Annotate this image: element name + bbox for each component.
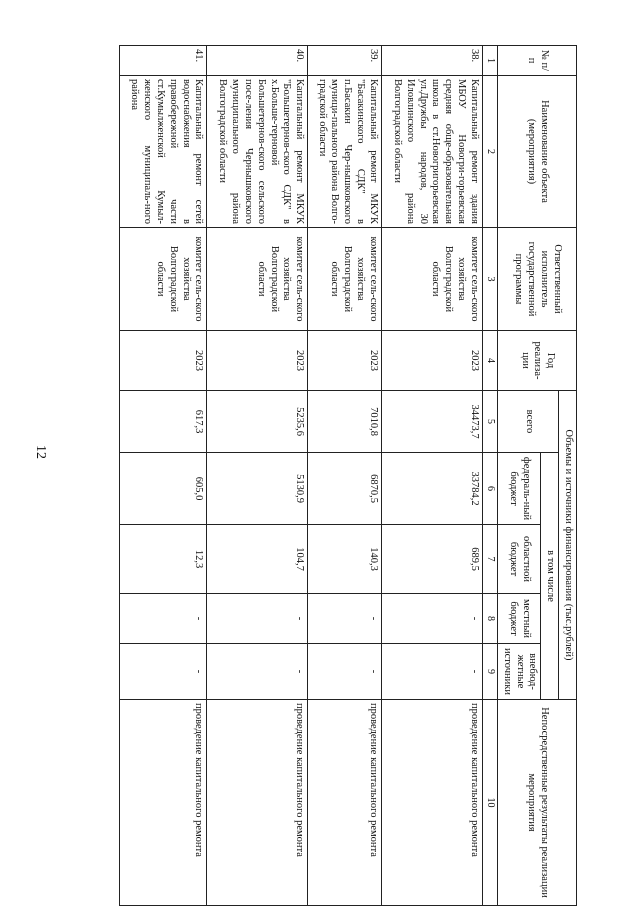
header-name: Наименование объекта (мероприятия) <box>498 76 577 228</box>
local-amount: - <box>381 594 482 644</box>
header-funding: Объемы и источники финансирования (тыс.рублей) <box>559 391 577 700</box>
table-row <box>381 46 482 906</box>
federal-amount: 6870,5 <box>308 453 382 525</box>
row-number: 40. <box>207 46 308 76</box>
header-federal: федераль-ный бюджет <box>498 453 541 525</box>
header-total: всего <box>498 391 559 453</box>
page-number: 12 <box>33 445 48 459</box>
column-index: 6 <box>482 453 497 525</box>
result: проведение капитального ремонта <box>207 700 308 906</box>
column-index: 7 <box>482 525 497 594</box>
row-number: 38. <box>381 46 482 76</box>
result: проведение капитального ремонта <box>120 700 207 906</box>
total-amount: 617,3 <box>120 391 207 453</box>
extrabudget-amount: - <box>308 644 382 700</box>
responsible: комитет сель-ского хозяйства Волгоградской области <box>120 228 207 331</box>
object-name: Капитальный ремонт здания МБОУ Новогри-горьевская средняя обще-образовательная школа в ст.Новогригорьевская ул.Дружбы народов, 30 Иловлинского района Волгоградской области <box>381 76 482 228</box>
responsible: комитет сель-ского хозяйства Волгоградской области <box>381 228 482 331</box>
total-amount: 34473,7 <box>381 391 482 453</box>
rotated-table-wrapper <box>119 45 577 905</box>
total-amount: 7010,8 <box>308 391 382 453</box>
header-regional: областной бюджет <box>498 525 541 594</box>
header-result: Непосредственные результаты реализации мероприятия <box>498 700 577 906</box>
column-index: 3 <box>482 228 497 331</box>
header-num: № п/п <box>498 46 577 76</box>
extrabudget-amount: - <box>207 644 308 700</box>
table-row <box>207 46 308 906</box>
regional-amount: 689,5 <box>381 525 482 594</box>
column-index: 4 <box>482 331 497 391</box>
year: 2023 <box>120 331 207 391</box>
local-amount: - <box>308 594 382 644</box>
object-name: Капитальный ремонт сетей водоснабжения в правобережной части ст.Кумылженской Кумыл-женского муниципаль-ного района <box>120 76 207 228</box>
header-extrabudget: внебюд-жетные источники <box>498 644 541 700</box>
regional-amount: 140,3 <box>308 525 382 594</box>
year: 2023 <box>381 331 482 391</box>
local-amount: - <box>120 594 207 644</box>
local-amount: - <box>207 594 308 644</box>
column-index-row <box>482 46 497 906</box>
header-including: в том числе <box>541 453 559 700</box>
regional-amount: 12,3 <box>120 525 207 594</box>
column-index: 5 <box>482 391 497 453</box>
header-local: местный бюджет <box>498 594 541 644</box>
header-year: Год реализа-ции <box>498 331 577 391</box>
federal-amount: 605,0 <box>120 453 207 525</box>
object-name: Капитальный ремонт МКУК "Большетернов-ского СДК" в х.Больше-терновой Большетернов-ского сельского посе-ления Чернышковского муниципального района Волгоградской области <box>207 76 308 228</box>
extrabudget-amount: - <box>381 644 482 700</box>
funding-table <box>119 45 577 906</box>
column-index: 2 <box>482 76 497 228</box>
column-index: 8 <box>482 594 497 644</box>
total-amount: 5235,6 <box>207 391 308 453</box>
year: 2023 <box>308 331 382 391</box>
year: 2023 <box>207 331 308 391</box>
table-row <box>308 46 382 906</box>
row-number: 39. <box>308 46 382 76</box>
responsible: комитет сель-ского хозяйства Волгоградской области <box>207 228 308 331</box>
extrabudget-amount: - <box>120 644 207 700</box>
column-index: 9 <box>482 644 497 700</box>
header-row-1 <box>559 46 577 906</box>
table-row <box>120 46 207 906</box>
result: проведение капитального ремонта <box>308 700 382 906</box>
federal-amount: 33784,2 <box>381 453 482 525</box>
column-index: 1 <box>482 46 497 76</box>
column-index: 10 <box>482 700 497 906</box>
result: проведение капитального ремонта <box>381 700 482 906</box>
responsible: комитет сель-ского хозяйства Волгоградской области <box>308 228 382 331</box>
regional-amount: 104,7 <box>207 525 308 594</box>
object-name: Капитальный ремонт МКУК "Басакинского СДК" в п.Басакин Чер-нышковского муници-пального района Волго-градской области <box>308 76 382 228</box>
header-responsible: Ответственный исполнитель государственной программы <box>498 228 577 331</box>
row-number: 41. <box>120 46 207 76</box>
federal-amount: 5130,9 <box>207 453 308 525</box>
